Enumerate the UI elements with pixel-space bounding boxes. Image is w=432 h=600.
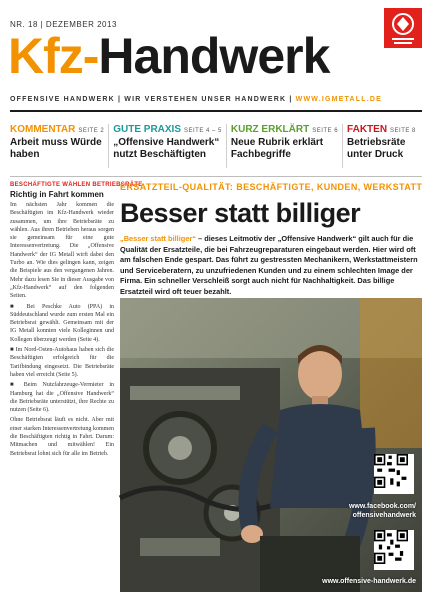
facebook-line1: www.facebook.com/: [348, 503, 416, 510]
facebook-qr-code[interactable]: [374, 454, 414, 494]
teaser-page: SEITE 4 – 5: [184, 128, 222, 134]
tagline-url[interactable]: WWW.IGMETALL.DE: [295, 96, 382, 103]
lead-highlight: „Besser statt billiger“: [120, 234, 196, 243]
teaser-category: [113, 124, 222, 135]
sidebar-paragraph: ■ Im Nord-Osten-Autohaus haben sich die Beschäftigten erfolgreich für die Tarifbindung eingesetzt. Die Betriebsräte haben viel erreicht (Seite 5).: [10, 347, 114, 378]
article-lead: [120, 234, 422, 297]
teaser-category: [347, 124, 418, 135]
website-link[interactable]: www.offensive-handwerk.de: [322, 578, 416, 585]
facebook-link[interactable]: [349, 502, 416, 520]
teaser-text: Arbeit muss Würde haben: [10, 137, 102, 160]
teaser-kommentar[interactable]: [10, 124, 108, 168]
teaser-category: [231, 124, 338, 135]
facebook-line2: offensivehandwerk: [352, 512, 416, 519]
teaser-fakten[interactable]: [342, 124, 422, 168]
teaser-category-label: GUTE PRAXIS: [113, 124, 182, 135]
mechanic-photo: [120, 298, 422, 592]
sidebar-headline: Richtig in Fahrt kommen: [10, 190, 104, 199]
teaser-category: [10, 124, 104, 135]
tagline: [10, 96, 382, 103]
magazine-title: [8, 30, 329, 82]
teaser-text: „Offensive Handwerk“ nutzt Beschäftigten: [113, 137, 220, 160]
teaser-category-label: FAKTEN: [347, 124, 388, 135]
teaser-category-label: KOMMENTAR: [10, 124, 76, 135]
sidebar-body: [10, 201, 114, 458]
ig-metall-logo: [384, 8, 422, 48]
article-headline: Besser statt billiger: [120, 198, 361, 228]
teaser-text: Betriebsräte unter Druck: [347, 137, 406, 160]
main-article: [120, 182, 422, 297]
sidebar-paragraph: ■ Bei Peschke Auto (PPA) in Süddeutschland wurde zum ersten Mal ein Betriebsrat gewählt. Gemeinsam mit der IG Metall konnten viele Kolleginnen und Kollegen überzeugt werden (Seite 4).: [10, 303, 114, 343]
teaser-page: SEITE 2: [78, 128, 105, 134]
masthead-rule: [10, 110, 422, 112]
sidebar-paragraph: Im nächsten Jahr kommen die Beschäftigten im Kfz-Handwerk wieder zusammen, um ihre Betriebsräte zu wählen. Aus ihren Betrieben heraus sorgen sie gemeinsam für eine gute Interessenvertretung. Die „Offensive Handwerk“ der IG Metall wirft dabei den Turbo an. Wie dies gelingen kann, zeigen die Beispiele aus den vergangenen Jahren. Mehr dazu lesen Sie in dieser Ausgabe von „Kfz-Handwerk“ auf den folgenden Seiten.: [10, 202, 114, 300]
article-kicker: ERSATZTEIL-QUALITÄT: BESCHÄFTIGTE, KUNDEN, WERKSTATT: [120, 182, 423, 192]
sidebar-kicker: BESCHÄFTIGTE WÄHLEN BETRIEBSRÄTE: [10, 182, 143, 188]
lead-text: – dieses Leitmotiv der „Offensive Handwerk“ gilt auch für die Qualität der Ersatzteile, die bei Fahrzeugreparaturen eingebaut werden. Hier wird oft am falschen Ende gespart. Das führt zu gestressten Mechanikern, Werkstattmeistern und Serviceberatern, zu unzufriedenen Kunden und zu einem schlechten Image der Firma. Ein schneller Verschleiß sorgt auch nicht für Nachhaltigkeit. Das billige Ersatzteil wird oft teuer bezahlt.: [120, 234, 418, 296]
teaser-page: SEITE 8: [390, 128, 416, 134]
teaser-page: SEITE 6: [312, 128, 339, 134]
teaser-rule: [10, 176, 422, 177]
teaser-category-label: KURZ ERKLÄRT: [230, 124, 310, 135]
masthead: [0, 0, 432, 118]
issue-number: NR. 18 | DEZEMBER 2013: [10, 20, 117, 29]
teaser-text: Neue Rubrik erklärt Fachbegriffe: [230, 137, 324, 160]
website-qr-code[interactable]: [374, 530, 414, 570]
qr-code-icon: [374, 454, 408, 488]
teaser-bar: [10, 124, 422, 168]
ig-metall-logo-icon: [384, 8, 422, 48]
teaser-gute-praxis[interactable]: [108, 124, 226, 168]
title-part-handwerk: Handwerk: [98, 28, 330, 84]
sidebar-article: [10, 182, 143, 592]
teaser-kurz-erklaert[interactable]: [226, 124, 342, 168]
sidebar-paragraph: Ohne Betriebsrat läuft es nicht. Aber mit einer starken Interessenvertretung kommen die Beschäftigten richtig in Fahrt. Darum: Mitmachen und mitwählen! Ein Betriebsrat lohnt sich für alle im Betrieb.: [10, 417, 114, 457]
qr-code-icon: [374, 530, 408, 564]
sidebar-paragraph: ■ Beim Nutzfahrzeuge-Vermieter in Hamburg hat die „Offensive Handwerk“ die Betriebsräte unterstützt, ihre Rechte zu nutzen (Seite 6).: [10, 382, 114, 414]
title-part-kfz: Kfz-: [8, 28, 99, 84]
tagline-text: OFFENSIVE HANDWERK | WIR VERSTEHEN UNSER HANDWERK |: [10, 96, 296, 103]
